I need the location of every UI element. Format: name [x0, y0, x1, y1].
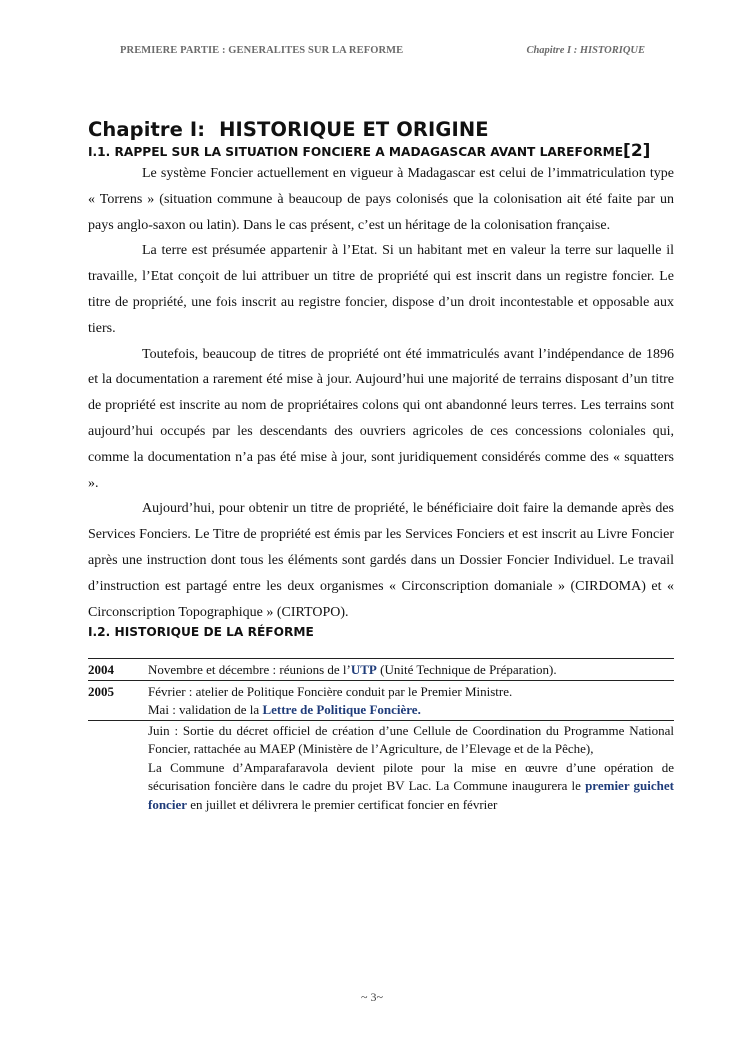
event-cell — [148, 680, 674, 720]
event-text: Février : atelier de Politique Foncière conduit par le Premier Ministre. — [148, 683, 513, 699]
chapter-label: Chapitre I: — [88, 118, 206, 141]
table-row — [88, 659, 674, 681]
year-cell: 2004 — [88, 659, 148, 681]
year-cell — [88, 720, 148, 814]
event-cell — [148, 720, 674, 814]
section-heading-1 — [88, 141, 674, 161]
table-row — [88, 680, 674, 720]
event-text: Novembre et décembre : réunions de l’ — [148, 662, 351, 678]
event-line — [148, 701, 674, 720]
event-cell — [148, 659, 674, 681]
paragraph-1: Le système Foncier actuellement en vigueur à Madagascar est celui de l’immatriculation type « Torrens » (situation commune à beaucoup de pays colonisés que la colonisation ait été faite par un pays anglo-saxon ou latin). Dans le cas présent, c’est un héritage de la colonisation française. — [88, 166, 674, 233]
event-text: Mai : validation de la — [148, 702, 263, 718]
event-text: en juillet et délivrera le premier certificat foncier en février — [186, 796, 498, 812]
paragraph-3: Toutefois, beaucoup de titres de propriété ont été immatriculés avant l’indépendance de 1896 et la documentation a rarement été mise à jour. Aujourd’hui une majorité de terrains disposant d’un titre de propriété est inscrite au nom de propriétaires colons qui ont abandonné leurs terres. Les terrains sont aujourd’hui occupés par les descendants des ouvriers agricoles de ces concessions coloniales qui, comme la documentation n’a pas été mise à jour, sont juridiquement considérés comme des « squatters ». — [88, 346, 674, 491]
event-highlight: premier guichet foncier — [148, 778, 674, 812]
page-number: ~ 3~ — [361, 990, 383, 1004]
chapter-title: HISTORIQUE ET ORIGINE — [219, 118, 489, 141]
history-table — [88, 658, 674, 814]
paragraph-2: La terre est présumée appartenir à l’Etat. Si un habitant met en valeur la terre sur laquelle il travaille, l’Etat conçoit de lui attribuer un titre de propriété qui est inscrit dans un registre foncier. Le titre de propriété, une fois inscrit au registre foncier, dispose d’un droit incontestable et opposable aux tiers. — [88, 243, 674, 336]
chapter-heading — [88, 118, 674, 141]
event-highlight: Lettre de Politique Foncière. — [262, 702, 421, 718]
table-row — [88, 720, 674, 814]
event-text: (Unité Technique de Préparation). — [376, 662, 557, 678]
section-1-title: I.1. RAPPEL SUR LA SITUATION FONCIERE A MADAGASCAR AVANT LAREFORME — [88, 145, 624, 159]
header-chapter-title: Chapitre I : HISTORIQUE — [526, 45, 645, 56]
header-part-title: PREMIERE PARTIE : GENERALITES SUR LA REFORME — [120, 45, 404, 56]
section-heading-2: I.2. HISTORIQUE DE LA RÉFORME — [88, 625, 314, 640]
section-1-reference: [2] — [623, 141, 651, 161]
page-content — [88, 118, 674, 814]
paragraph-4: Aujourd’hui, pour obtenir un titre de propriété, le bénéficiaire doit faire la demande après des Services Fonciers. Le Titre de propriété est émis par les Services Fonciers et est inscrit au Livre Foncier après une instruction dont tous les éléments sont gardés dans un Dossier Foncier Individuel. Le travail d’instruction est partagé entre les deux organismes « Circonscription domaniale » (CIRDOMA) et « Circonscription Topographique » (CIRTOPO). — [88, 501, 674, 620]
event-text: Juin : Sortie du décret officiel de création d’une Cellule de Coordination du Programme National Foncier, rattachée au MAEP (Ministère de l’Agriculture, de l’Elevage et de la Pêche), — [148, 722, 674, 757]
event-text: La Commune d’Amparafaravola devient pilote pour la mise en œuvre d’une opération de sécurisation foncière dans le cadre du projet BV Lac. La Commune inaugurera le — [148, 759, 674, 794]
event-highlight: UTP — [350, 662, 377, 678]
year-cell: 2005 — [88, 680, 148, 720]
event-line — [148, 759, 674, 815]
